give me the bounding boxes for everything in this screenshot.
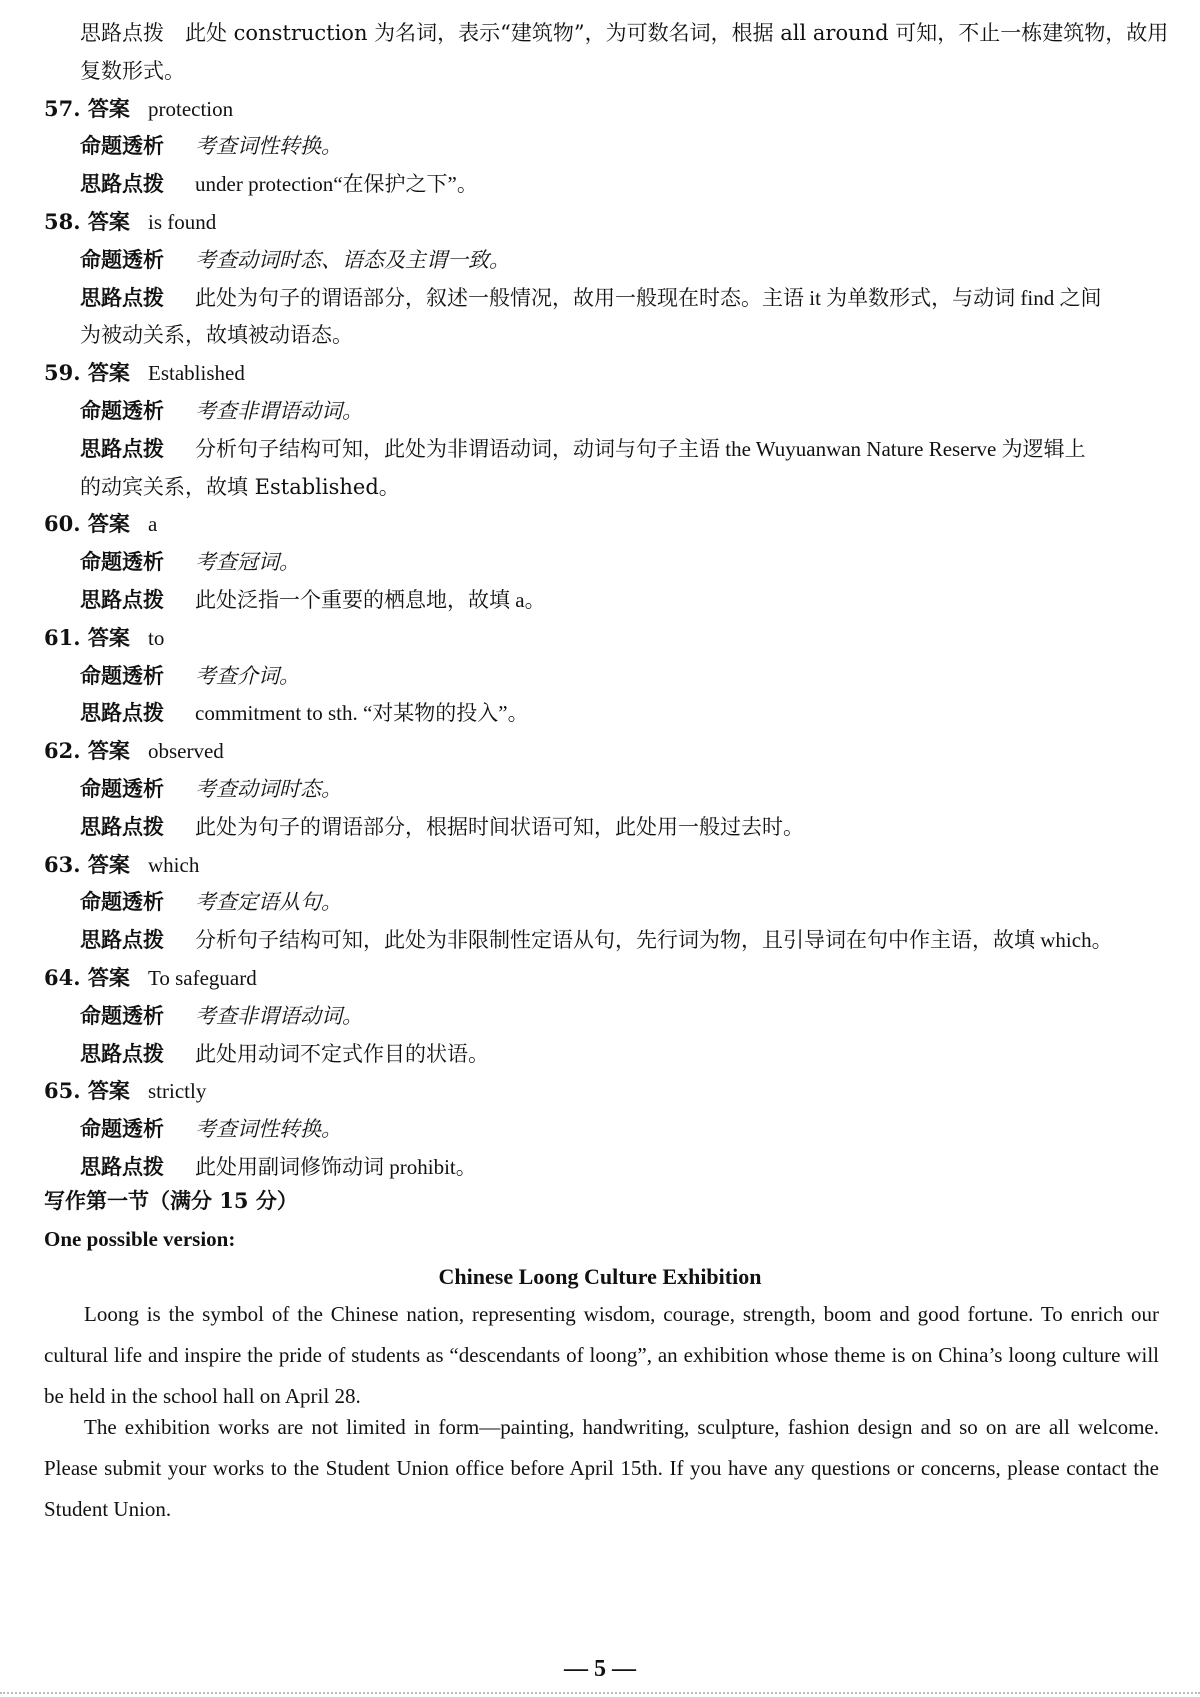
answer-value: to (148, 625, 165, 650)
analysis-text: 考查非谓语动词。 (195, 1003, 363, 1028)
analysis-text: 考查冠词。 (195, 550, 300, 575)
answer-value: a (148, 512, 158, 537)
hint-text: 思路点拨 此处 construction 为名词，表示“建筑物”，为可数名词，根据 all around 可知，不止一栋建筑物，故用 (80, 21, 1169, 45)
answer-number: 59. 答案 (44, 360, 130, 386)
hint-label: 思路点拨 (80, 435, 164, 461)
continuation-text: 为被动关系，故填被动语态。 (80, 323, 353, 348)
analysis-text: 考查动词时态。 (195, 777, 342, 801)
analysis-text: 考查词性转换。 (195, 134, 342, 159)
analysis-label: 命题透析 (80, 133, 164, 159)
answer-value: protection (148, 96, 234, 121)
essay-paragraph-1: Loong is the symbol of the Chinese nation, representing wisdom, courage, strength, boom and good fortune. To enrich our cultural life and inspire the pride of students as “descendants of loong”, an exhibition whose theme is on China’s loong culture will be held in the school hall on April 28. (44, 1302, 1159, 1408)
continuation-text: 的动宾关系，故填 Established。 (80, 474, 400, 499)
hint-label: 思路点拨 (80, 284, 164, 310)
analysis-label: 命题透析 (80, 1116, 164, 1142)
answer-page: 思路点拨 此处 construction 为名词，表示“建筑物”，为可数名词，根据 all around 可知，不止一栋建筑物，故用 复数形式。 57. 答案 protection 命题透析 考查词性转换。 思路点拨 under protection“在保护之下”。 58. 答案 is found 命题透析 考查动词时态、语态及主谓一致。 思路点拨 此处为句子的谓语部分，叙述一般情况，故用一般现在时态。主语 it 为单数形式，与动词 find 之间 为被动关系，故填被动语态。 59. 答案 Established 命题透析 考查非谓语动词。 思路点拨 分析句子结构可知，此处为非谓语动词，动词与句子主语 the Wuyuanwan Nature Reserve 为逻辑上 的动宾关系，故填 Established。 60. 答案 a 命题透析 考查冠词。 思路点拨 此处泛指一个重要的栖息地，故填 a。 61. 答案 to 命题透析 考查介词。 思路点拨 commitment to sth. “对某物的投入”。 62. 答案 observed 命题透析 考查动词时态。 思路点拨 此处为句子的谓语部分，根据时间状语可知，此处用一般过去时。 63. 答案 which 命题透析 考查定语从句。 思路点拨 分析句子结构可知，此处为非限制性定语从句，先行词为物，且引导词在句中作主语，故填 which。 64. 答案 To safeguard 命题透析 考查非谓语动词。 思路点拨 此处用动词不定式作目的状语。 65. 答案 strictly 命题透析 考查词性转换。 思路点拨 此处用副词修饰动词 prohibit。 写作第一节（满分 15 分） One possible version: Chinese Loong Culture Exhibition Loong is the symbol of the Chinese nation, representing wisdom, courage, strength, boom and good fortune. To enrich our cultural life and inspire the pride of students as “descendants of loong”, an exhibition whose theme is on China’s loong culture will be held in the school hall on April 28. The exhibition works are not limited in form—painting, handwriting, sculpture, fashion design and so on are all welcome. Please submit your works to the Student Union office before April 15th. If you have any questions or concerns, please contact the Student Union. — 5 — (0, 0, 1200, 1697)
hint-text: 此处为句子的谓语部分，根据时间状语可知，此处用一般过去时。 (195, 814, 804, 839)
hint-text: 此处为句子的谓语部分，叙述一般情况，故用一般现在时态。主语 it 为单数形式，与动词 find 之间 (195, 285, 1102, 310)
essay-title: Chinese Loong Culture Exhibition (438, 1264, 762, 1289)
hint-text: 此处用副词修饰动词 prohibit。 (195, 1155, 477, 1179)
answer-value: Established (148, 361, 245, 386)
hint-text: commitment to sth. “对某物的投入”。 (195, 701, 529, 726)
answer-value: strictly (148, 1079, 207, 1104)
analysis-text: 考查定语从句。 (195, 890, 342, 915)
hint-label: 思路点拨 (80, 700, 164, 726)
answer-number: 58. 答案 (44, 209, 130, 234)
hint-label: 思路点拨 (80, 1040, 164, 1066)
answer-number: 57. 答案 (44, 95, 130, 121)
hint-label: 思路点拨 (80, 171, 164, 197)
answer-value: which (148, 852, 200, 877)
analysis-text: 考查词性转换。 (195, 1117, 342, 1142)
page-number: — 5 — (564, 1656, 636, 1682)
hint-text: 此处用动词不定式作目的状语。 (195, 1041, 489, 1066)
answer-number: 60. 答案 (44, 511, 130, 537)
essay-paragraph-2: The exhibition works are not limited in form—painting, handwriting, sculpture, fashion design and so on are all welcome. Please submit your works to the Student Union office before April 15th. If you have any questions or concerns, please contact the Student Union. (44, 1415, 1159, 1521)
bottom-divider (0, 1692, 1200, 1694)
continuation-text: 复数形式。 (80, 58, 185, 83)
analysis-label: 命题透析 (80, 662, 164, 688)
analysis-label: 命题透析 (80, 889, 164, 915)
analysis-text: 考查非谓语动词。 (195, 399, 363, 423)
answer-number: 61. 答案 (44, 624, 130, 650)
answer-value: To safeguard (148, 966, 257, 990)
answer-number: 65. 答案 (44, 1078, 130, 1104)
hint-text: 分析句子结构可知，此处为非谓语动词，动词与句子主语 the Wuyuanwan Nature Reserve 为逻辑上 (195, 436, 1086, 461)
hint-text: 分析句子结构可知，此处为非限制性定语从句，先行词为物，且引导词在句中作主语，故填 which。 (195, 928, 1113, 953)
hint-text: under protection“在保护之下”。 (195, 172, 478, 197)
analysis-label: 命题透析 (80, 398, 164, 423)
analysis-label: 命题透析 (80, 549, 164, 575)
hint-label: 思路点拨 (80, 927, 164, 953)
analysis-text: 考查动词时态、语态及主谓一致。 (195, 247, 510, 272)
answer-value: is found (148, 210, 217, 234)
hint-text: 此处泛指一个重要的栖息地，故填 a。 (195, 588, 546, 612)
hint-label: 思路点拨 (80, 1154, 164, 1179)
answer-number: 63. 答案 (44, 851, 130, 877)
hint-label: 思路点拨 (80, 813, 164, 839)
analysis-label: 命题透析 (80, 1002, 164, 1028)
analysis-text: 考查介词。 (195, 663, 300, 688)
answer-number: 62. 答案 (44, 738, 130, 764)
answer-number: 64. 答案 (44, 965, 130, 990)
analysis-label: 命题透析 (80, 776, 164, 801)
hint-label: 思路点拨 (80, 587, 164, 612)
answer-value: observed (148, 739, 224, 764)
analysis-label: 命题透析 (80, 246, 164, 272)
